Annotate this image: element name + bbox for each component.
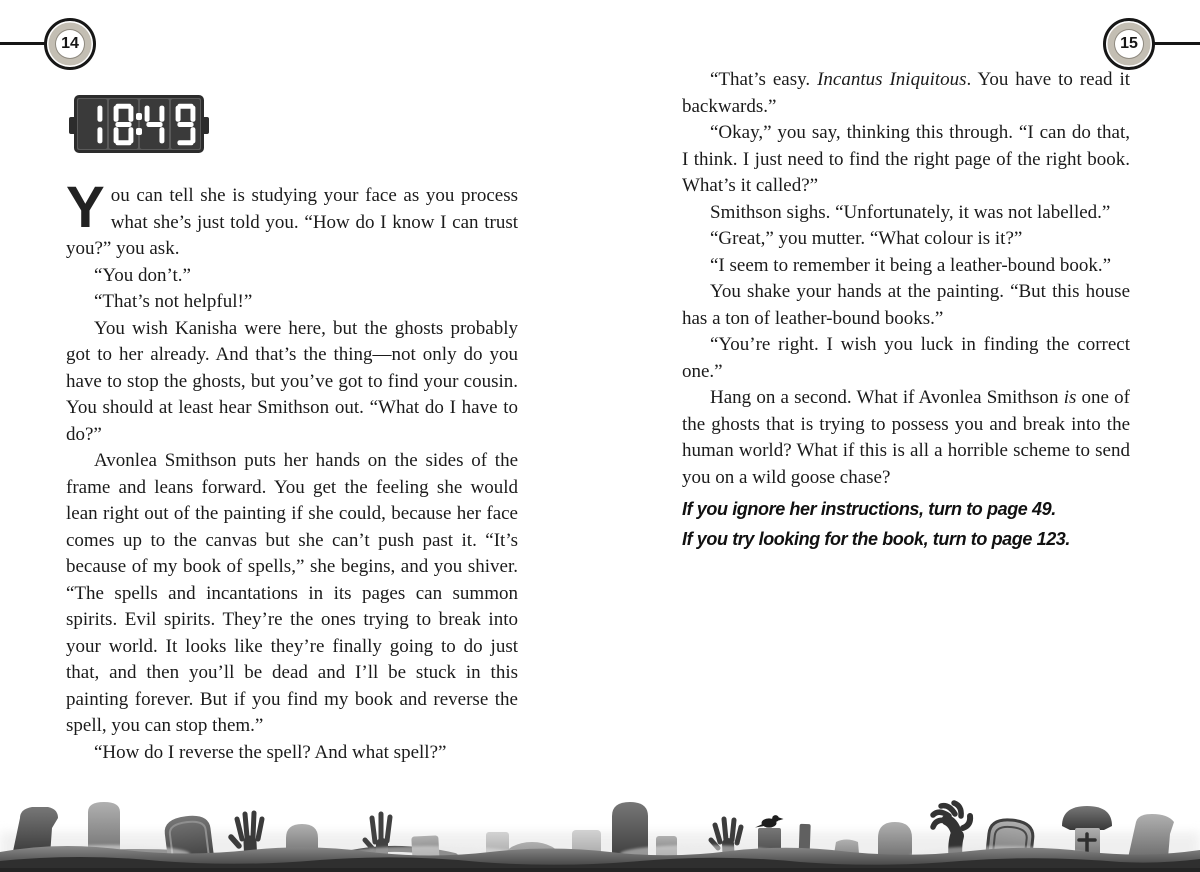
story-paragraph: “You don’t.” [94,264,191,286]
story-paragraph: “I seem to remember it being a leather-bound book.” [710,254,1112,276]
digital-clock [74,95,204,153]
graveyard-illustration [0,794,1200,872]
story-paragraph: Hang on a second. What if Avonlea Smithson is one of the ghosts that is trying to possess you and break into the human world? What if this is all a horrible scheme to send you on a wild goose chase? [682,387,1131,488]
drop-cap: Y [66,175,103,240]
page-number-left: 14 [61,35,79,52]
story-paragraph: “That’s not helpful!” [94,291,253,312]
page-number-badge-right [1103,18,1155,70]
clock-digit [140,99,169,149]
choice-instruction: If you try looking for the book, turn to page 123. [682,528,1071,549]
left-page-text [66,175,518,766]
page-number-right: 15 [1120,35,1138,52]
clock-digit [78,99,107,149]
clock-digit [171,99,200,149]
story-paragraph: “You’re right. I wish you luck in finding the correct one.” [682,334,1130,382]
crow-icon [755,815,784,828]
story-paragraph: “Okay,” you say, thinking this through. “I can do that, I think. I just need to find the right page of the right book. What’s it called?” [682,122,1130,196]
page-number-badge-left [44,18,96,70]
tombstone [1128,814,1174,858]
story-paragraph: Smithson sighs. “Unfortunately, it was not labelled.” [710,201,1111,223]
page-tab-line-left [0,42,47,45]
story-paragraph: You wish Kanisha were here, but the ghosts probably got to her already. And that’s the thing—not only do you have to stop the ghosts, but you’ve got to find your cousin. You should at least hear Smithson out. “What do I have to do?” [66,317,518,445]
right-page-text [682,67,1130,554]
story-paragraph: “That’s easy. Incantus Iniquitous. You have to read it backwards.” [682,69,1130,117]
story-paragraph: “Great,” you mutter. “What colour is it?” [710,228,1023,249]
story-paragraph: You can tell she is studying your face as you process what she’s just told you. “How do I know I can trust you?” you ask. [66,175,518,259]
story-paragraph: Avonlea Smithson puts her hands on the sides of the frame and leans forward. You get the feeling she would lean right out of the painting if she could, because her face comes up to the canvas but she can’t push past it. “It’s because of my book of spells,” she begins, and you shiver. “The spells and incantations in its pages can summon spirits. Evil spirits. They’re the ones trying to break into your world. It looks like they’re finally going to do just that, and then you’ll be dead and I’ll be stuck in this painting forever. But if you find my book and reverse the spell, you can stop them.” [66,450,518,736]
clock-digit [109,99,138,149]
tombstone [878,822,912,860]
page-tab-line-right [1152,42,1200,45]
story-paragraph: “How do I reverse the spell? And what spell?” [94,741,447,763]
story-paragraph: You shake your hands at the painting. “But this house has a ton of leather-bound books.” [682,281,1130,329]
choice-block [682,495,1130,554]
choice-instruction: If you ignore her instructions, turn to page 49. [682,499,1056,519]
